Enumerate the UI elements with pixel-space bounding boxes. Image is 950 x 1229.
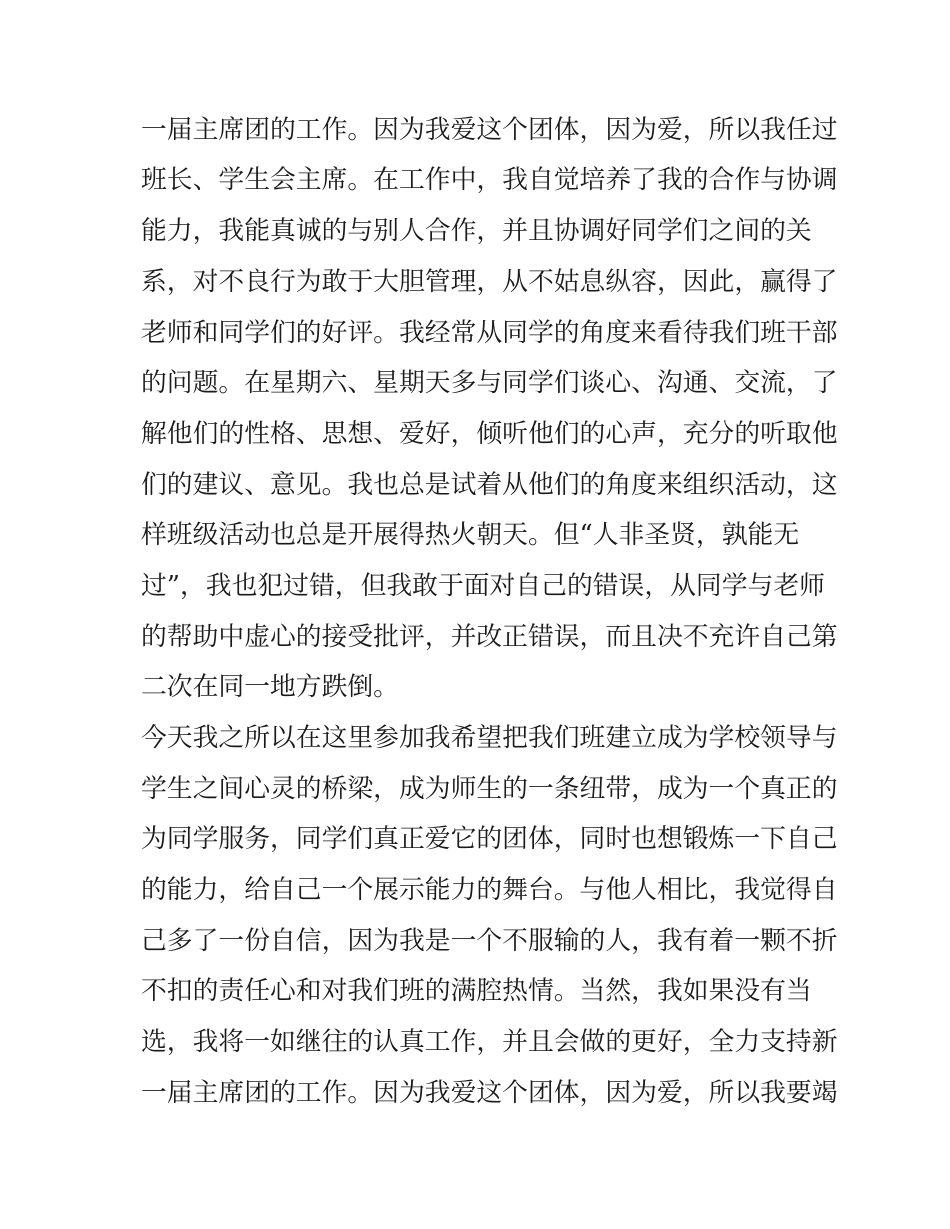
- text-line: 今天我之所以在这里参加我希望把我们班建立成为学校领导与: [141, 723, 838, 753]
- text-line: 二次在同一地方跌倒。: [141, 672, 399, 702]
- text-line: 们的建议、意见。我也总是试着从他们的角度来组织活动，这: [141, 470, 838, 500]
- text-line: 解他们的性格、思想、爱好，倾听他们的心声，充分的听取他: [141, 419, 838, 449]
- text-line: 样班级活动也总是开展得热火朝天。但“人非圣贤，孰能无: [141, 520, 800, 550]
- text-line: 为同学服务，同学们真正爱它的团体，同时也想锻炼一下自己: [141, 824, 838, 854]
- text-line: 的帮助中虚心的接受批评，并改正错误，而且决不充许自己第: [141, 622, 838, 652]
- text-line: 能力，我能真诚的与别人合作，并且协调好同学们之间的关: [141, 216, 812, 246]
- text-line: 不扣的责任心和对我们班的满腔热情。当然，我如果没有当: [141, 976, 812, 1006]
- text-line: 学生之间心灵的桥梁，成为师生的一条纽带，成为一个真正的: [141, 774, 838, 804]
- text-line: 老师和同学们的好评。我经常从同学的角度来看待我们班干部: [141, 318, 838, 348]
- text-line: 的问题。在星期六、星期天多与同学们谈心、沟通、交流，了: [141, 368, 838, 398]
- text-line: 的能力，给自己一个展示能力的舞台。与他人相比，我觉得自: [141, 875, 838, 905]
- text-line: 过”，我也犯过错，但我敢于面对自己的错误，从同学与老师: [141, 571, 825, 601]
- text-line: 选，我将一如继往的认真工作，并且会做的更好，全力支持新: [141, 1027, 838, 1057]
- text-line: 班长、学生会主席。在工作中，我自觉培养了我的合作与协调: [141, 165, 838, 195]
- text-line: 一届主席团的工作。因为我爱这个团体，因为爱，所以我要竭: [141, 1078, 838, 1108]
- text-line: 一届主席团的工作。因为我爱这个团体，因为爱，所以我任过: [141, 115, 838, 145]
- text-line: 系，对不良行为敢于大胆管理，从不姑息纵容，因此，赢得了: [141, 267, 838, 297]
- text-line: 己多了一份自信，因为我是一个不服输的人，我有着一颗不折: [141, 926, 838, 956]
